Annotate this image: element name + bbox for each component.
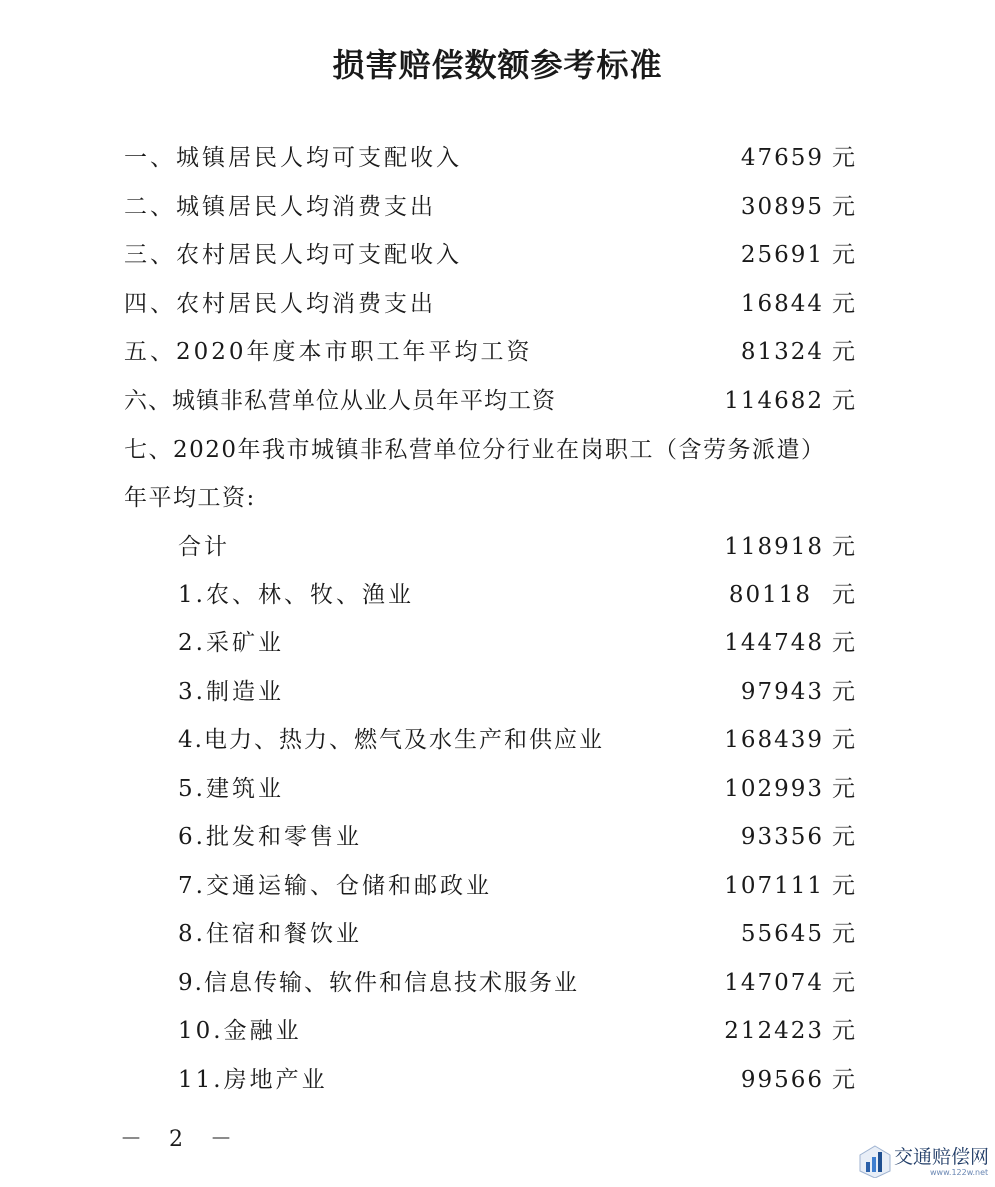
industry-label: 2.采矿业 — [178, 630, 284, 656]
industry-label: 合计 — [178, 534, 230, 560]
industry-value: 107111 — [724, 873, 824, 899]
industry-label: 3.制造业 — [178, 679, 284, 705]
industry-unit: 元 — [832, 1067, 855, 1093]
industry-unit: 元 — [832, 679, 855, 705]
industry-label: 10.金融业 — [178, 1018, 302, 1044]
industry-value: 102993 — [724, 776, 824, 802]
industry-unit: 元 — [832, 727, 855, 753]
industry-unit: 元 — [832, 776, 855, 802]
table-row — [0, 623, 995, 663]
table-row — [0, 1011, 995, 1051]
item-label: 三、农村居民人均可支配收入 — [124, 242, 462, 268]
section-line: 七、2020年我市城镇非私营单位分行业在岗职工（含劳务派遣） — [124, 437, 826, 463]
section-heading — [0, 430, 995, 470]
watermark-url: www.122w.net — [930, 1168, 989, 1177]
table-row — [0, 575, 995, 615]
industry-value: 97943 — [740, 679, 824, 705]
table-row — [0, 817, 995, 857]
list-item — [0, 284, 995, 324]
item-value: 47659 — [740, 145, 824, 171]
industry-unit: 元 — [832, 630, 855, 656]
list-item — [0, 187, 995, 227]
item-label: 一、城镇居民人均可支配收入 — [124, 145, 462, 171]
table-row — [0, 769, 995, 809]
section-heading-continued — [0, 478, 995, 518]
item-value: 114682 — [724, 388, 824, 414]
item-unit: 元 — [832, 194, 855, 220]
industry-value: 55645 — [740, 921, 824, 947]
industry-value: 168439 — [724, 727, 824, 753]
industry-label: 1.农、林、牧、渔业 — [178, 582, 414, 608]
industry-label: 5.建筑业 — [178, 776, 284, 802]
list-item — [0, 235, 995, 275]
item-value: 30895 — [740, 194, 824, 220]
item-value: 81324 — [740, 339, 824, 365]
industry-label: 8.住宿和餐饮业 — [178, 921, 362, 947]
item-label: 二、城镇居民人均消费支出 — [124, 194, 436, 220]
list-item — [0, 138, 995, 178]
industry-label: 4.电力、热力、燃气及水生产和供应业 — [178, 727, 604, 753]
table-row — [0, 720, 995, 760]
industry-unit: 元 — [832, 534, 855, 560]
industry-value: 147074 — [724, 970, 824, 996]
table-row — [0, 1060, 995, 1100]
industry-label: 9.信息传输、软件和信息技术服务业 — [178, 970, 579, 996]
industry-value: 144748 — [724, 630, 824, 656]
item-unit: 元 — [832, 388, 855, 414]
item-value: 16844 — [740, 291, 824, 317]
section-line: 年平均工资: — [124, 485, 256, 511]
industry-unit: 元 — [832, 1018, 855, 1044]
item-label: 五、2020年度本市职工年平均工资 — [124, 339, 533, 365]
industry-unit: 元 — [832, 582, 855, 608]
list-item — [0, 332, 995, 372]
item-unit: 元 — [832, 145, 855, 171]
industry-label: 11.房地产业 — [178, 1067, 328, 1093]
watermark-text: 交通赔偿网 — [894, 1146, 990, 1168]
list-item — [0, 381, 995, 421]
industry-label: 6.批发和零售业 — [178, 824, 362, 850]
industry-unit: 元 — [832, 873, 855, 899]
table-row — [0, 963, 995, 1003]
page-number: － 2 － — [120, 1127, 242, 1152]
item-unit: 元 — [832, 291, 855, 317]
table-row — [0, 672, 995, 712]
industry-unit: 元 — [832, 824, 855, 850]
industry-value: 212423 — [724, 1018, 824, 1044]
industry-label: 7.交通运输、仓储和邮政业 — [178, 873, 492, 899]
item-unit: 元 — [832, 339, 855, 365]
industry-value: 99566 — [740, 1067, 824, 1093]
industry-value: 118918 — [724, 534, 824, 560]
industry-unit: 元 — [832, 970, 855, 996]
item-value: 25691 — [740, 242, 824, 268]
bar-chart-logo-icon — [858, 1144, 892, 1178]
industry-value: 93356 — [740, 824, 824, 850]
page-title: 损害赔偿数额参考标准 — [332, 46, 663, 84]
watermark — [858, 1140, 988, 1182]
industry-value: 80118 — [728, 582, 812, 608]
item-label: 六、城镇非私营单位从业人员年平均工资 — [124, 388, 556, 414]
item-label: 四、农村居民人均消费支出 — [124, 291, 436, 317]
table-row — [0, 866, 995, 906]
item-unit: 元 — [832, 242, 855, 268]
table-row — [0, 914, 995, 954]
table-row — [0, 527, 995, 567]
industry-unit: 元 — [832, 921, 855, 947]
